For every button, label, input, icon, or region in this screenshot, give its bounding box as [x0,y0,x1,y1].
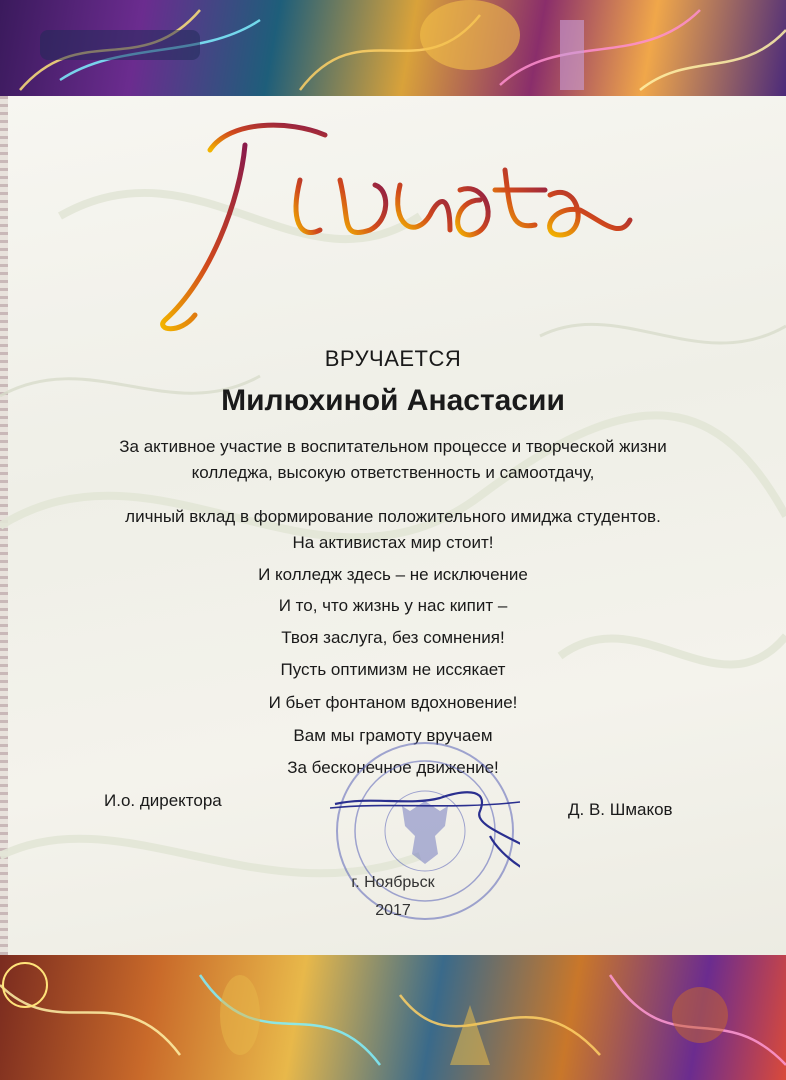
poem-line: И бьет фонтаном вдохновение! [268,693,518,712]
top-decorative-border [0,0,786,96]
year: 2017 [375,902,411,919]
official-stamp [330,736,520,926]
poem-line: Пусть оптимизм не иссякает [280,660,506,679]
city: г. Ноябрьск [351,874,435,891]
poem-line: На активистах мир стоит! [292,533,494,552]
poem-line: Твоя заслуга, без сомнения! [281,628,505,647]
certificate-sheet [0,96,786,966]
top-border-art [0,0,786,96]
poem-line: Вам мы грамоту вручаем [293,726,493,745]
bottom-decorative-border [0,955,786,1080]
signatory-name: Д. В. Шмаков [568,800,673,819]
recipient-name: Милюхиной Анастасии [221,384,565,417]
signatory-title: И.о. директора [104,791,222,810]
poem-line: И то, что жизнь у нас кипит – [278,596,508,615]
poem-line: И колледж здесь – не исключение [258,565,528,584]
bottom-border-art [0,955,786,1080]
reason-line: За активное участие в воспитательном процессе и творческой жизни [119,437,667,456]
state-emblem-icon [402,801,448,864]
awarded-label: ВРУЧАЕТСЯ [324,346,462,371]
title-calligraphy [150,110,640,340]
reason-line: личный вклад в формирование положительного имиджа студентов. [125,507,661,526]
reason-line: колледжа, высокую ответственность и самоотдачу, [191,463,595,482]
poem-line: За бесконечное движение! [287,758,499,777]
